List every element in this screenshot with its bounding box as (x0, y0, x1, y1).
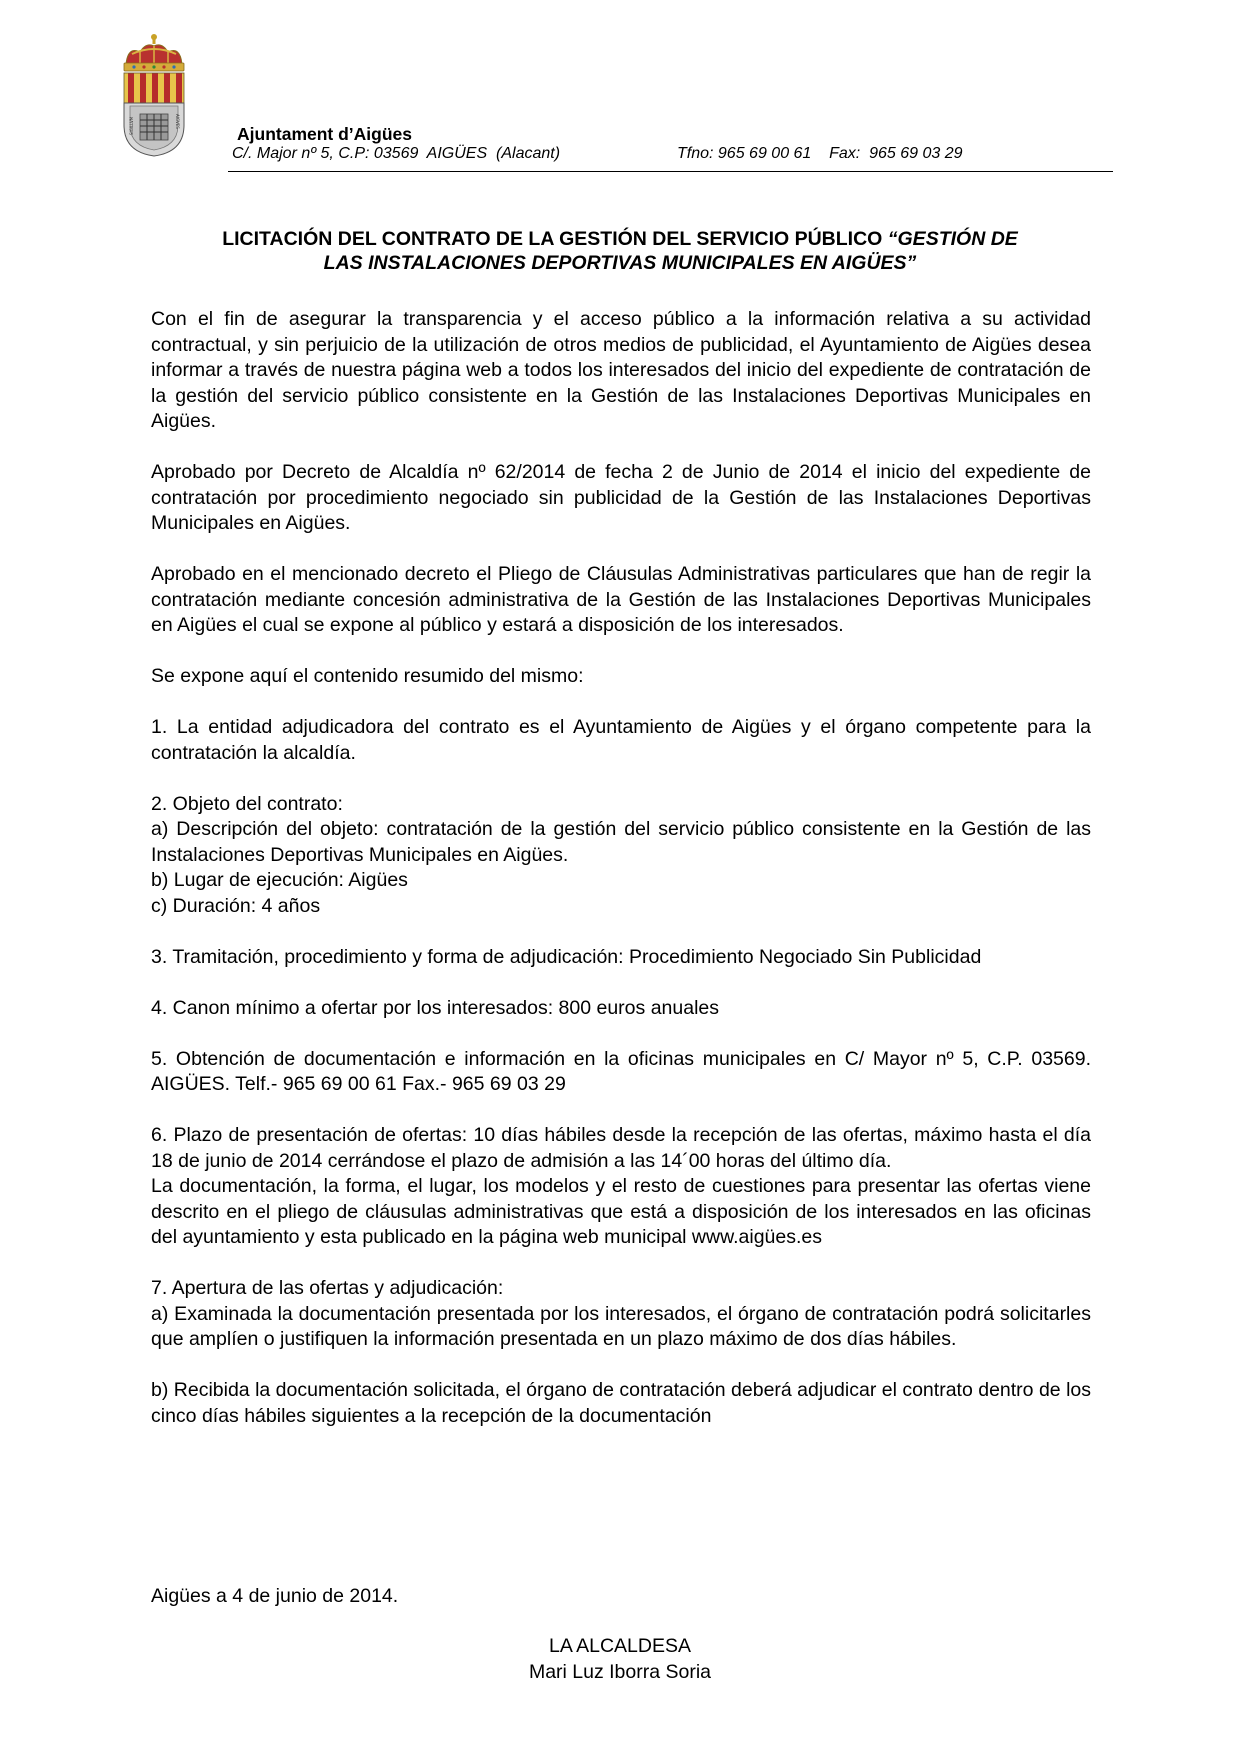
item-5-documentation: 5. Obtención de documentación e información en la oficinas municipales en C/ Mayor nº 5, C.P. 03569. AIGÜES. Telf.- 965 69 00 61 Fax.- 965 69 03 29 (151, 1047, 1091, 1095)
organization-address: C/. Major nº 5, C.P: 03569 AIGÜES (Alacant) (232, 145, 561, 162)
item-7a-examination: a) Examinada la documentación presentada por los interesados, el órgano de contratación podrá solicitarles que amplíen o justifiquen la información presentada en un plazo máximo de dos días hábiles. (151, 1302, 1091, 1350)
item-2-heading: 2. Objeto del contrato: (151, 792, 343, 815)
paragraph-summary-intro: Se expone aquí el contenido resumido del mismo: (151, 665, 584, 687)
document-body (151, 307, 1091, 1429)
item-2c-duration: c) Duración: 4 años (151, 894, 321, 917)
organization-name: Ajuntament d’Aigües (237, 124, 413, 144)
signer-title: LA ALCALDESA (548, 1635, 691, 1657)
signature-block (420, 1634, 820, 1685)
place-and-date: Aigües a 4 de junio de 2014. (151, 1585, 399, 1607)
paragraph-decree: Aprobado por Decreto de Alcaldía nº 62/2014 de fecha 2 de Junio de 2014 el inicio del expediente de contratación por procedimiento negociado sin publicidad de la Gestión de las Instalaciones Deportivas Municipales en Aigües. (151, 461, 1091, 534)
item-6-deadline: 6. Plazo de presentación de ofertas: 10 días hábiles desde la recepción de las ofertas, máximo hasta el día 18 de junio de 2014 cerrándose el plazo de admisión a las 14´00 horas del último día. (151, 1124, 1091, 1172)
header-divider (228, 171, 1113, 172)
item-6-documentation-details: La documentación, la forma, el lugar, los modelos y el resto de cuestiones para presentar las ofertas viene descrito en el pliego de cláusulas administrativas que está a disposición de los interesados en las oficinas del ayuntamiento y esta publicado en la página web municipal www.aigües.es (151, 1175, 1091, 1248)
shield-lower-seal (124, 103, 184, 156)
paragraph-pliego: Aprobado en el mencionado decreto el Pliego de Cláusulas Administrativas particulares que han de regir la contratación mediante concesión administrativa de la Gestión de las Instalaciones Deportivas Municipales en Aigües el cual se expone al público y estará a disposición de los interesados. (151, 563, 1091, 636)
letterhead (232, 124, 1112, 164)
item-3-procedure: 3. Tramitación, procedimiento y forma de adjudicación: Procedimiento Negociado Sin Publicidad (151, 945, 982, 968)
item-2a-description: a) Descripción del objeto: contratación de la gestión del servicio público consistente en la Gestión de las Instalaciones Deportivas Municipales en Aigües. (151, 818, 1091, 866)
municipal-crest-logo (118, 30, 190, 160)
title-italic-line2: LAS INSTALACIONES DEPORTIVAS MUNICIPALES EN AIGÜES” (323, 252, 917, 274)
item-7-heading: 7. Apertura de las ofertas y adjudicación: (151, 1277, 504, 1299)
crown-icon (124, 34, 184, 71)
title-plain: LICITACIÓN DEL CONTRATO DE LA GESTIÓN DEL SERVICIO PÚBLICO (222, 228, 883, 250)
item-1-adjudicating-entity: 1. La entidad adjudicadora del contrato es el Ayuntamiento de Aigües y el órgano competente para la contratación la alcaldía. (151, 716, 1091, 764)
paragraph-intro: Con el fin de asegurar la transparencia y el acceso público a la información relativa a su actividad contractual, y sin perjuicio de la utilización de otros medios de publicidad, el Ayuntamiento de Aigües desea informar a través de nuestra página web a todos los interesados del inicio del expediente de contratación de la gestión del servicio público consistente en la Gestión de las Instalaciones Deportivas Municipales en Aigües. (151, 308, 1091, 432)
svg-text:SIGILLVM: SIGILLVM (129, 116, 134, 135)
organization-contact (232, 144, 1112, 164)
signer-name: Mari Luz Iborra Soria (528, 1660, 712, 1683)
item-4-minimum-fee: 4. Canon mínimo a ofertar por los interesados: 800 euros anuales (151, 996, 719, 1019)
item-2b-location: b) Lugar de ejecución: Aigües (151, 869, 408, 891)
svg-text:AIGVES: AIGVES (175, 114, 180, 129)
document-title (150, 227, 1090, 275)
shield-upper-pales (124, 73, 184, 103)
organization-phones: Tfno: 965 69 00 61 Fax: 965 69 03 29 (677, 145, 963, 162)
item-7b-adjudication: b) Recibida la documentación solicitada, el órgano de contratación deberá adjudicar el contrato dentro de los cinco días hábiles siguientes a la recepción de la documentación (151, 1379, 1091, 1427)
title-italic-line1: “GESTIÓN DE (887, 228, 1018, 250)
